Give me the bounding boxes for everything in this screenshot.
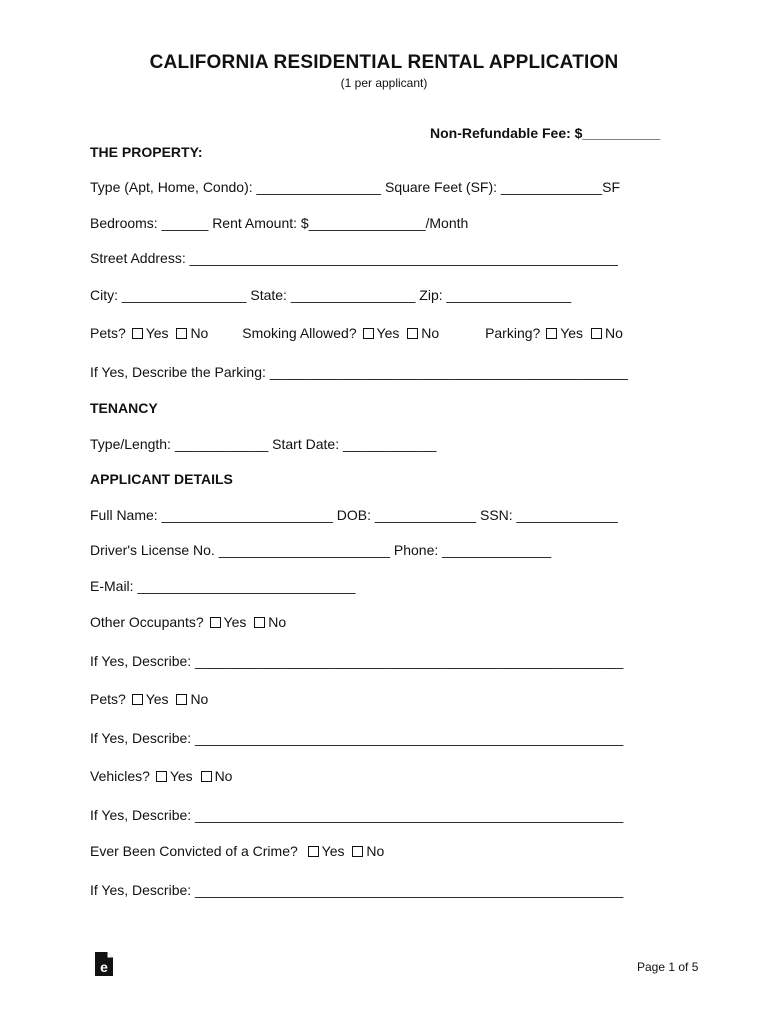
smoking-no-checkbox[interactable]	[407, 328, 418, 339]
parking-no-label: No	[604, 325, 623, 341]
occupants-describe-line[interactable]: If Yes, Describe: _______________________________________________________	[90, 653, 624, 669]
eforms-logo-icon	[94, 951, 114, 977]
crime-yes-checkbox[interactable]	[308, 846, 319, 857]
license-phone-line[interactable]: Driver's License No. ______________________ Phone: ______________	[90, 542, 552, 558]
section-heading-property: THE PROPERTY:	[90, 144, 203, 160]
crime-question: Ever Been Convicted of a Crime?	[90, 843, 298, 859]
page-number: Page 1 of 5	[637, 960, 699, 974]
smoking-yes-checkbox[interactable]	[363, 328, 374, 339]
vehicles-yes-label: Yes	[169, 768, 193, 784]
smoking-no-label: No	[421, 325, 440, 341]
smoking-question: Smoking Allowed?	[242, 325, 357, 341]
non-refundable-fee-field[interactable]: Non-Refundable Fee: $__________	[430, 125, 661, 141]
occupants-row	[90, 614, 286, 630]
vehicles-row	[90, 768, 232, 784]
vehicles-no-label: No	[214, 768, 233, 784]
crime-no-checkbox[interactable]	[352, 846, 363, 857]
property-options-row	[90, 325, 623, 341]
occupants-no-checkbox[interactable]	[254, 617, 265, 628]
crime-yes-label: Yes	[321, 843, 345, 859]
parking-question: Parking?	[485, 325, 541, 341]
pets-no-checkbox[interactable]	[176, 328, 187, 339]
occupants-yes-label: Yes	[223, 614, 247, 630]
crime-describe-line[interactable]: If Yes, Describe: _______________________________________________________	[90, 882, 624, 898]
vehicles-question: Vehicles?	[90, 768, 150, 784]
form-title: CALIFORNIA RESIDENTIAL RENTAL APPLICATION	[149, 52, 619, 73]
pets-yes-checkbox[interactable]	[132, 328, 143, 339]
section-heading-tenancy: TENANCY	[90, 400, 158, 416]
parking-no-checkbox[interactable]	[591, 328, 602, 339]
occupants-yes-checkbox[interactable]	[210, 617, 221, 628]
vehicles-describe-line[interactable]: If Yes, Describe: _______________________________________________________	[90, 807, 624, 823]
form-subtitle: (1 per applicant)	[340, 76, 428, 90]
pets-describe-line[interactable]: If Yes, Describe: _______________________________________________________	[90, 730, 624, 746]
type-start-line[interactable]: Type/Length: ____________ Start Date: ____________	[90, 436, 437, 452]
street-address-line[interactable]: Street Address: _______________________________________________________	[90, 250, 618, 266]
applicant-pets-yes-label: Yes	[145, 691, 169, 707]
section-heading-applicant: APPLICANT DETAILS	[90, 471, 233, 487]
city-state-zip-line[interactable]: City: ________________ State: ________________ Zip: ________________	[90, 287, 572, 303]
occupants-question: Other Occupants?	[90, 614, 204, 630]
applicant-pets-no-checkbox[interactable]	[176, 694, 187, 705]
pets-question: Pets?	[90, 325, 126, 341]
applicant-pets-row	[90, 691, 208, 707]
parking-describe-line[interactable]: If Yes, Describe the Parking: ______________________________________________	[90, 364, 628, 380]
occupants-no-label: No	[268, 614, 287, 630]
email-line[interactable]: E-Mail: ____________________________	[90, 578, 356, 594]
applicant-pets-question: Pets?	[90, 691, 126, 707]
name-dob-ssn-line[interactable]: Full Name: ______________________ DOB: _____________ SSN: _____________	[90, 507, 618, 523]
applicant-pets-no-label: No	[190, 691, 209, 707]
parking-yes-label: Yes	[560, 325, 584, 341]
bedrooms-rent-line[interactable]: Bedrooms: ______ Rent Amount: $_______________/Month	[90, 215, 469, 231]
crime-row	[90, 843, 384, 859]
pets-yes-label: Yes	[145, 325, 169, 341]
vehicles-no-checkbox[interactable]	[201, 771, 212, 782]
smoking-yes-label: Yes	[376, 325, 400, 341]
pets-no-label: No	[190, 325, 209, 341]
applicant-pets-yes-checkbox[interactable]	[132, 694, 143, 705]
type-sqft-line[interactable]: Type (Apt, Home, Condo): ________________ Square Feet (SF): _____________SF	[90, 179, 621, 195]
crime-no-label: No	[366, 843, 385, 859]
vehicles-yes-checkbox[interactable]	[156, 771, 167, 782]
parking-yes-checkbox[interactable]	[546, 328, 557, 339]
svg-text:e: e	[100, 959, 108, 975]
